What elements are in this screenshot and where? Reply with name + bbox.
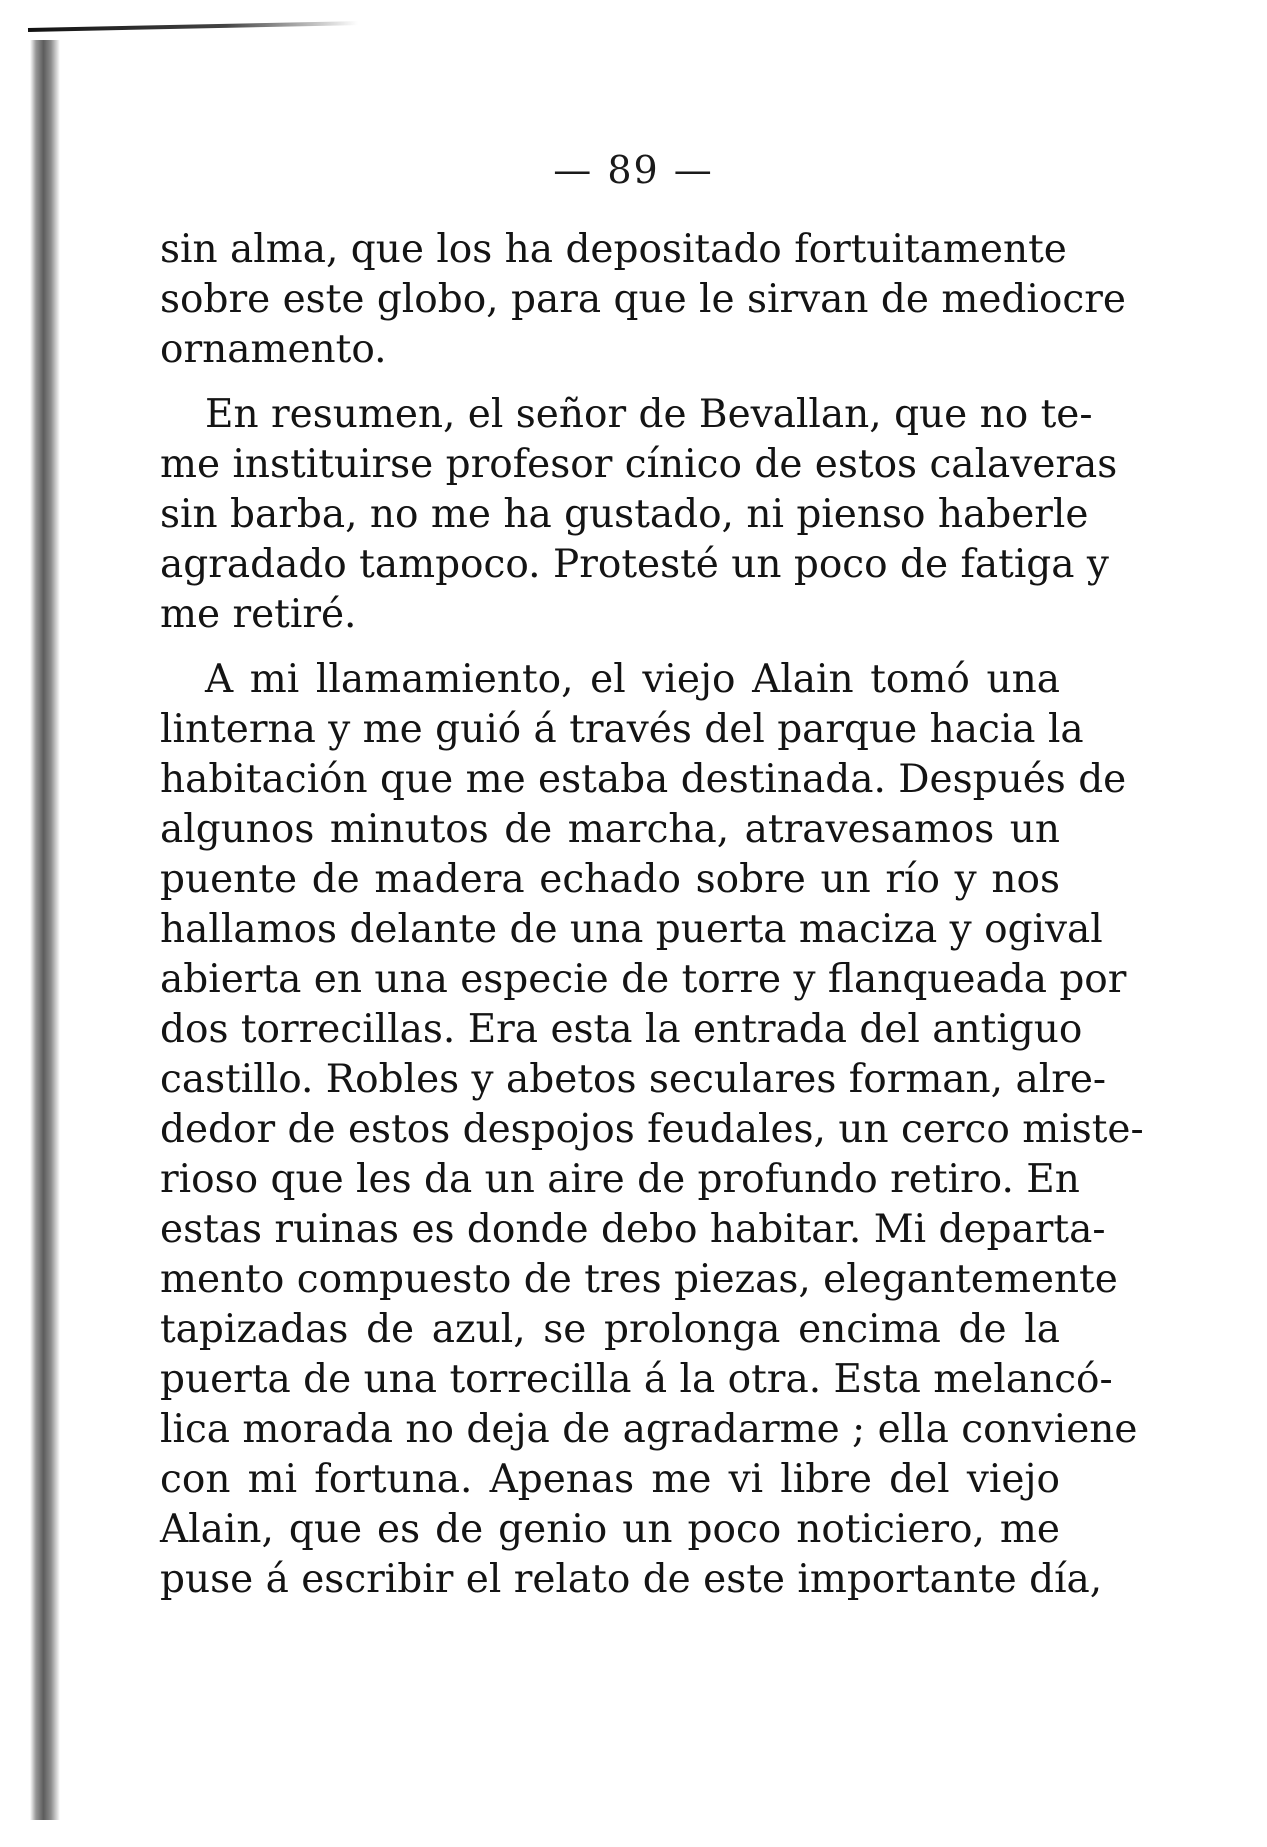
text-line: ornamento. [160,327,387,372]
text-line: algunos minutos de marcha, atravesamos un [160,807,1060,852]
text-line: agradado tampoco. Protesté un poco de fatiga y [160,542,1109,587]
text-line: habitación que me estaba destinada. Después de [160,757,1127,802]
paragraph-gap [160,375,1060,390]
scan-edge-mark [28,21,358,32]
page-number: — 89 — [553,148,714,192]
text-line: puerta de una torrecilla á la otra. Esta melancó- [160,1357,1113,1402]
text-line: puse á escribir el relato de este importante día, [160,1557,1103,1602]
text-line: sin barba, no me ha gustado, ni pienso haberle [160,492,1089,537]
text-line: mento compuesto de tres piezas, elegantemente [160,1257,1118,1302]
text-line: estas ruinas es donde debo habitar. Mi departa- [160,1207,1106,1252]
text-line: En resumen, el señor de Bevallan, que no te- [205,392,1093,437]
text-line: dos torrecillas. Era esta la entrada del antiguo [160,1007,1083,1052]
text-line: puente de madera echado sobre un río y nos [160,857,1060,902]
text-line: lica morada no deja de agradarme ; ella conviene [160,1407,1138,1452]
text-line: sobre este globo, para que le sirvan de mediocre [160,277,1126,322]
text-line: A mi llamamiento, el viejo Alain tomó una [205,657,1060,702]
text-line: tapizadas de azul, se prolonga encima de la [160,1307,1060,1352]
text-line: castillo. Robles y abetos seculares forman, alre- [160,1057,1107,1102]
text-line: con mi fortuna. Apenas me vi libre del viejo [160,1457,1060,1502]
text-line: linterna y me guió á través del parque hacia la [160,707,1084,752]
paragraph [160,225,1126,375]
text-line: hallamos delante de una puerta maciza y ogival [160,907,1103,952]
paragraph [160,390,1118,640]
binding-gutter [30,40,60,1820]
text-line: me instituirse profesor cínico de estos calaveras [160,442,1118,487]
body-text [160,225,1144,1605]
text-line: dedor de estos despojos feudales, un cerco miste- [160,1107,1144,1152]
paragraph [160,655,1144,1605]
text-line: Alain, que es de genio un poco noticiero, me [160,1507,1060,1552]
paragraph-gap [160,640,1060,655]
text-line: sin alma, que los ha depositado fortuitamente [160,227,1067,272]
text-line: abierta en una especie de torre y flanqueada por [160,957,1127,1002]
text-line: me retiré. [160,592,357,637]
text-line: rioso que les da un aire de profundo retiro. En [160,1157,1080,1202]
